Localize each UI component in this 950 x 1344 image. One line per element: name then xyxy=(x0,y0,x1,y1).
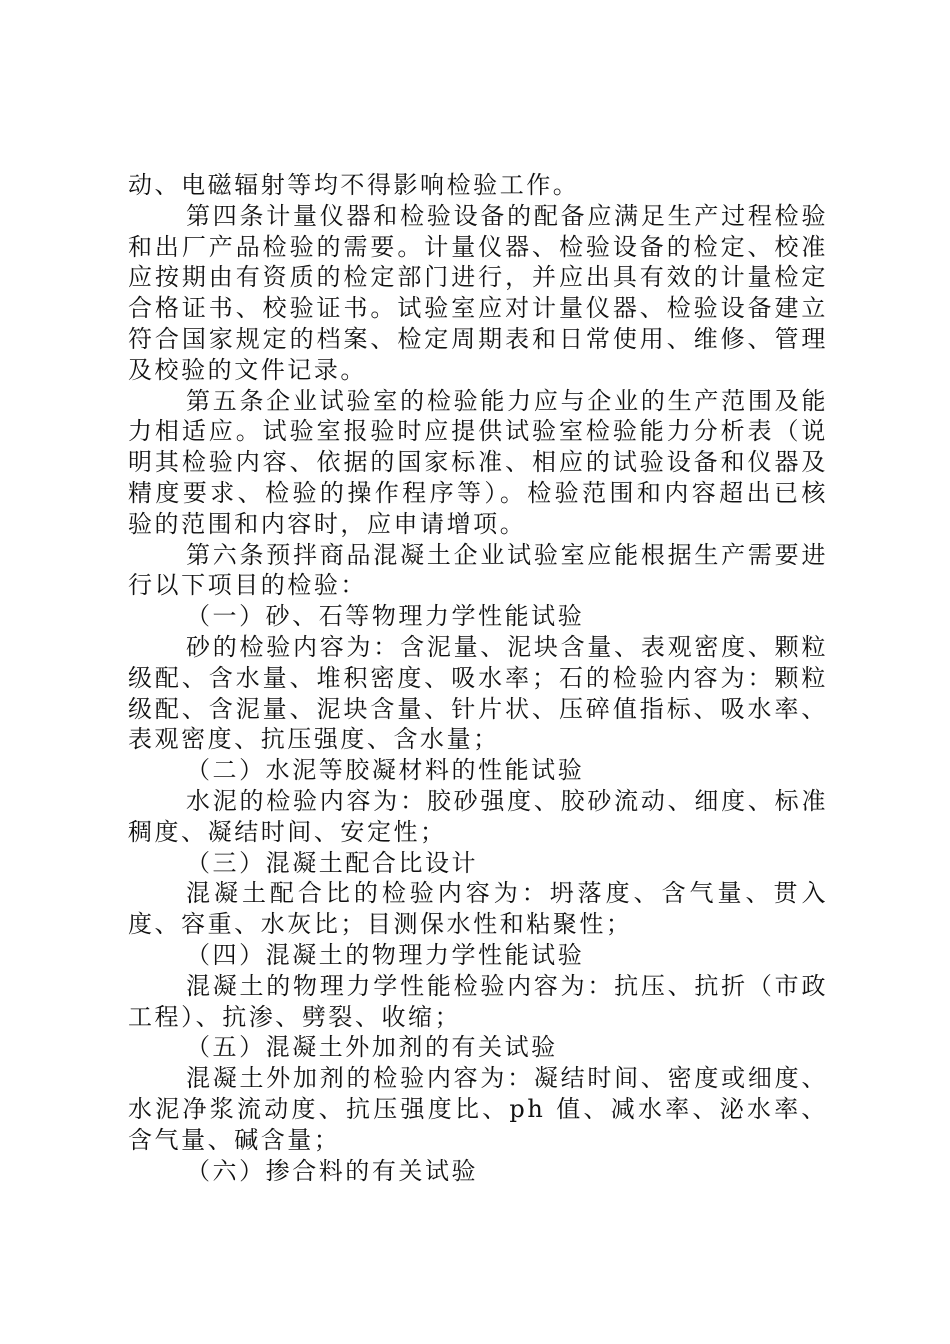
heading-item-2: （二）水泥等胶凝材料的性能试验 xyxy=(186,756,585,785)
paragraph-article-4: 第四条计量仪器和检验设备的配备应满足生产过程检验和出厂产品检验的需要。计量仪器、检验设备的检定、校准应按期由有资质的检定部门进行，并应出具有效的计量检定合格证书、校验证书。试验室应对计量仪器、检验设备建立符合国家规定的档案、检定周期表和日常使用、维修、管理及校验的文件记录。 xyxy=(128,201,828,384)
heading-item-5: （五）混凝土外加剂的有关试验 xyxy=(186,1033,558,1062)
paragraph-1: 动、电磁辐射等均不得影响检验工作。 xyxy=(128,171,580,199)
heading-item-4: （四）混凝土的物理力学性能试验 xyxy=(186,940,585,969)
heading-item-6: （六）掺合料的有关试验 xyxy=(186,1156,479,1185)
heading-item-3: （三）混凝土配合比设计 xyxy=(186,848,479,877)
paragraph-item-1-content: 砂的检验内容为：含泥量、泥块含量、表观密度、颗粒级配、含水量、堆积密度、吸水率；石的检验内容为：颗粒级配、含泥量、泥块含量、针片状、压碎值指标、吸水率、表观密度、抗压强度、含水量； xyxy=(128,632,828,754)
paragraph-article-6: 第六条预拌商品混凝土企业试验室应能根据生产需要进行以下项目的检验： xyxy=(128,540,828,600)
paragraph-article-5: 第五条企业试验室的检验能力应与企业的生产范围及能力相适应。试验室报验时应提供试验室检验能力分析表（说明其检验内容、依据的国家标准、相应的试验设备和仪器及精度要求、检验的操作程序等）。检验范围和内容超出已核验的范围和内容时，应申请增项。 xyxy=(128,386,828,538)
paragraph-item-5-content: 混凝土外加剂的检验内容为：凝结时间、密度或细度、水泥净浆流动度、抗压强度比、ph 值、减水率、泌水率、含气量、碱含量； xyxy=(128,1064,828,1154)
heading-item-1: （一）砂、石等物理力学性能试验 xyxy=(186,602,585,631)
paragraph-item-3-content: 混凝土配合比的检验内容为：坍落度、含气量、贯入度、容重、水灰比；目测保水性和粘聚性； xyxy=(128,879,828,939)
paragraph-item-2-content: 水泥的检验内容为：胶砂强度、胶砂流动、细度、标准稠度、凝结时间、安定性； xyxy=(128,786,828,846)
paragraph-item-4-content: 混凝土的物理力学性能检验内容为：抗压、抗折（市政工程）、抗渗、劈裂、收缩； xyxy=(128,971,828,1031)
document-body xyxy=(128,170,828,1186)
